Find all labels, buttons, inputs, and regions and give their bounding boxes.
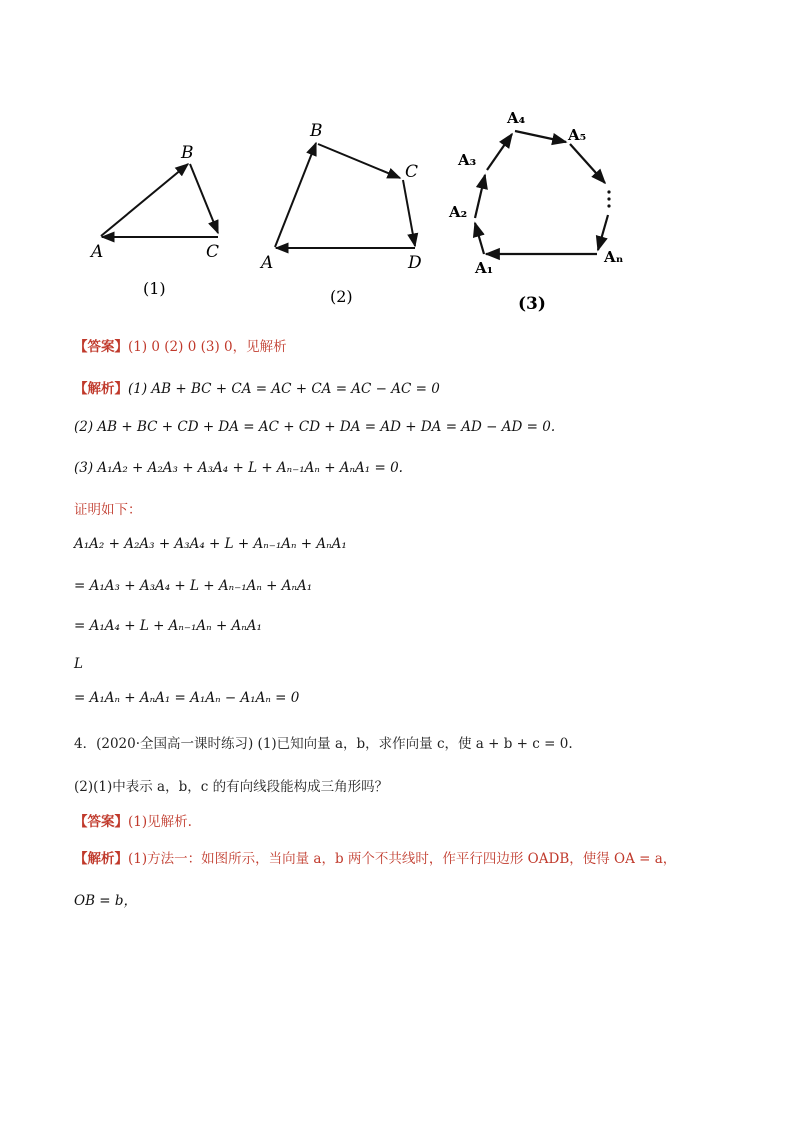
analysis-eq-3: (3) A₁A₂ + A₂A₃ + A₃A₄ + L + Aₙ₋₁Aₙ + AₙA₁ = 0.	[74, 460, 403, 476]
fig2-caption: (2)	[330, 287, 353, 306]
fig1-label-a: A	[91, 242, 104, 262]
proof-line-3: = A₁A₄ + L + Aₙ₋₁Aₙ + AₙA₁	[74, 618, 262, 634]
fig2-label-b: B	[310, 121, 323, 141]
proof-line-2: = A₁A₃ + A₃A₄ + L + Aₙ₋₁Aₙ + AₙA₁	[74, 578, 313, 594]
fig1-label-b: B	[181, 143, 194, 163]
answer-4-line	[74, 810, 192, 830]
fig1-label-c: C	[206, 242, 220, 262]
proof-line-1: A₁A₂ + A₂A₃ + A₃A₄ + L + Aₙ₋₁Aₙ + AₙA₁	[74, 536, 347, 552]
fig2-label-c: C	[405, 162, 419, 182]
figure-3-polygon	[475, 131, 608, 254]
analysis-eq-1: (1) AB + BC + CA = AC + CA = AC − AC = 0	[128, 381, 440, 397]
fig3-label-an: Aₙ	[604, 248, 624, 266]
fig2-label-a: A	[261, 253, 274, 273]
fig3-label-a2: A₂	[449, 203, 468, 221]
fig3-label-a4: A₄	[507, 109, 526, 127]
answer-text: (1) 0 (2) 0 (3) 0，见解析	[128, 339, 287, 355]
answer-4-tag: 【答案】	[74, 814, 128, 830]
analysis-tag: 【解析】	[74, 381, 128, 397]
fig3-label-a3: A₃	[458, 151, 477, 169]
figure-3-ellipsis-dots	[607, 190, 610, 207]
proof-line-4: L	[74, 656, 83, 672]
answer-tag: 【答案】	[74, 339, 128, 355]
analysis-eq-2: (2) AB + BC + CD + DA = AC + CD + DA = AD + DA = AD − AD = 0.	[74, 419, 556, 435]
figure-2-quadrilateral	[275, 143, 415, 248]
fig2-label-d: D	[408, 253, 422, 273]
analysis-4-tag: 【解析】	[74, 851, 128, 867]
question-4-line-1: 4．(2020·全国高一课时练习) (1)已知向量 a，b，求作向量 c，使 a + b + c = 0.	[74, 736, 573, 752]
fig3-caption: (3)	[518, 294, 546, 314]
fig3-label-a1: A₁	[475, 259, 494, 277]
proof-title: 证明如下：	[74, 502, 142, 518]
fig1-caption: (1)	[143, 279, 166, 298]
proof-line-5: = A₁Aₙ + AₙA₁ = A₁Aₙ − A₁Aₙ = 0	[74, 690, 300, 706]
question-4-line-2: (2)(1)中表示 a，b，c 的有向线段能构成三角形吗？	[74, 779, 389, 795]
answer-4-text: (1)见解析.	[128, 814, 192, 830]
analysis-4-line-2: OB = b，	[74, 893, 138, 909]
analysis-line-3	[74, 460, 403, 476]
fig3-label-a5: A₅	[568, 126, 587, 144]
analysis-line-1	[74, 377, 440, 397]
analysis-4-line-1	[74, 847, 676, 867]
analysis-line-2	[74, 419, 555, 435]
analysis-4-text: (1)方法一：如图所示，当向量 a，b 两个不共线时，作平行四边形 OADB，使得 OA = a，	[128, 851, 677, 867]
figure-1-triangle	[101, 164, 218, 237]
answer-line-1	[74, 335, 287, 355]
figures	[0, 0, 794, 330]
